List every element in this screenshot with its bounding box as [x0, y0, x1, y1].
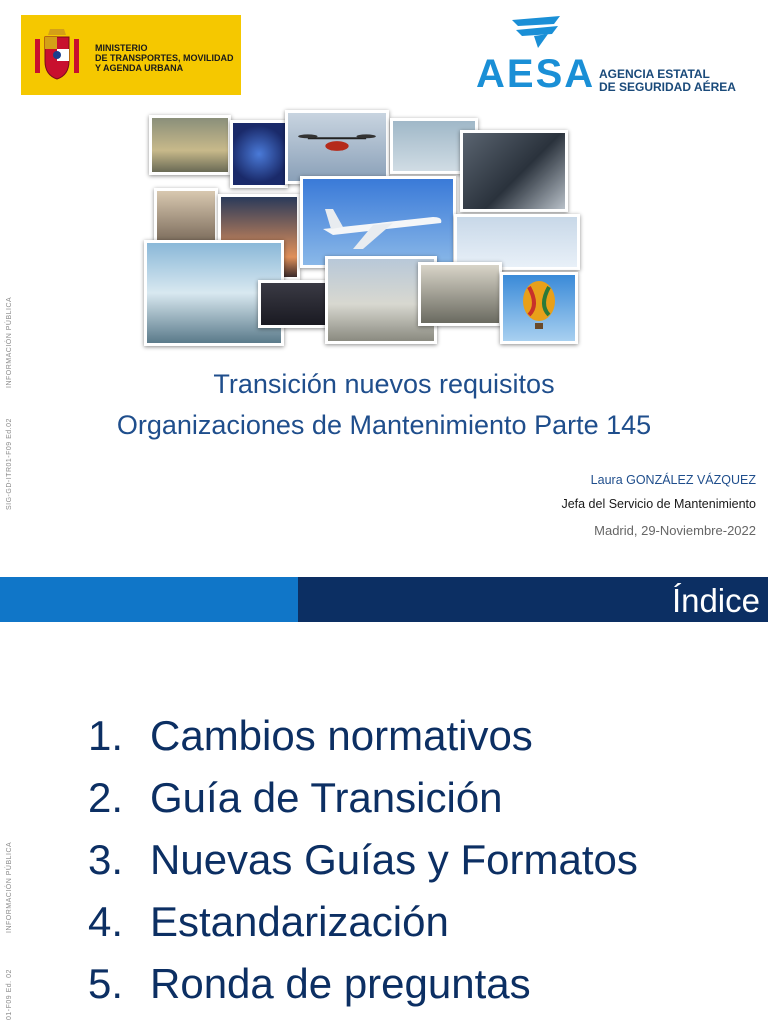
airliner-photo: [300, 176, 456, 268]
aesa-logo: [476, 14, 748, 96]
landing-gear-maintenance-photo: [418, 262, 502, 326]
ministry-line: Y AGENDA URBANA: [95, 63, 184, 73]
aesa-wings-icon: [508, 14, 568, 50]
presentation-title-line-1: Transición nuevos requisitos: [213, 369, 555, 399]
document-code: SIG-GD-ITR01-F09 Ed.02: [6, 418, 13, 510]
control-tower-photo: [149, 115, 231, 175]
index-heading: Índice: [671, 582, 760, 619]
drone-icon: [288, 113, 386, 181]
radar-screen-photo: [230, 120, 288, 188]
index-item-number: 2.: [88, 774, 124, 821]
aesa-subtitle-line: DE SEGURIDAD AÉREA: [599, 80, 736, 94]
author-name: Laura GONZÁLEZ VÁZQUEZ: [590, 473, 756, 487]
aesa-agency-name: [599, 68, 736, 94]
spain-coat-of-arms-icon: [33, 25, 81, 85]
document-code: 01-F09 Ed. 02: [6, 969, 13, 1020]
ministry-line: MINISTERIO: [95, 43, 148, 53]
aesa-subtitle-line: AGENCIA ESTATAL: [599, 67, 710, 81]
author-role: Jefa del Servicio de Mantenimiento: [561, 497, 756, 511]
luggage-photo: [154, 188, 218, 246]
drone-photo: [285, 110, 389, 184]
header-bar-light: [0, 577, 298, 622]
ministry-line: DE TRANSPORTES, MOVILIDAD: [95, 53, 234, 63]
index-item-text: Guía de Transición: [150, 774, 503, 821]
index-item: [88, 953, 638, 1015]
index-list: [88, 705, 638, 1015]
ministry-name: [95, 43, 234, 73]
hot-air-balloon-photo: [500, 272, 578, 344]
index-item: [88, 891, 638, 953]
aviation-photo-collage: [140, 110, 590, 350]
index-item: [88, 829, 638, 891]
index-item-text: Cambios normativos: [150, 712, 533, 759]
pilots-photo: [258, 280, 328, 328]
index-item-text: Estandarización: [150, 898, 449, 945]
index-item-text: Nuevas Guías y Formatos: [150, 836, 638, 883]
index-item-text: Ronda de preguntas: [150, 960, 531, 1007]
presentation-title-line-2: Organizaciones de Mantenimiento Parte 145: [116, 410, 652, 440]
index-item: [88, 705, 638, 767]
index-item-number: 3.: [88, 836, 124, 883]
aesa-wordmark: AESA: [476, 52, 596, 96]
classification-label: INFORMACIÓN PÚBLICA: [6, 296, 13, 388]
index-item: [88, 767, 638, 829]
index-item-number: 1.: [88, 712, 124, 759]
hot-air-balloon-icon: [503, 275, 575, 341]
cockpit-photo: [460, 130, 568, 212]
header-bar-dark: [298, 577, 768, 622]
classification-label: INFORMACIÓN PÚBLICA: [6, 841, 13, 933]
ministry-logo: [21, 15, 241, 95]
index-slide: [0, 575, 768, 1024]
index-item-number: 4.: [88, 898, 124, 945]
airliner-icon: [303, 179, 453, 265]
presentation-date: Madrid, 29-Noviembre-2022: [594, 523, 756, 538]
index-item-number: 5.: [88, 960, 124, 1007]
